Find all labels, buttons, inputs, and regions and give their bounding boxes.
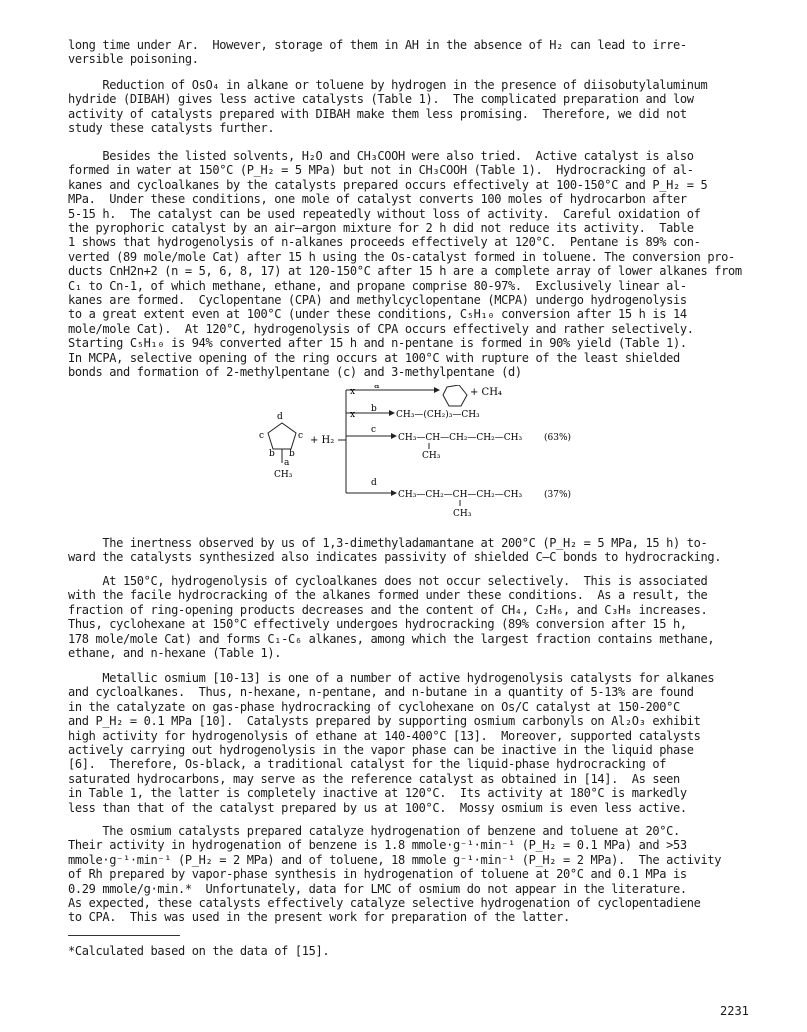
branch-b-x: x bbox=[350, 410, 356, 420]
branch-c-label: c bbox=[371, 425, 377, 435]
paragraph-3: Besides the listed solvents, H₂O and CH₃COOH were also tried. Active catalyst is also formed in water at 150°C (P_H₂ = 5 MPa) but not in CH₃COOH (Table 1). Hydrocracking of al- kanes and cycloalkanes by the catalysts prepared occurs effectively at 100-150°C and P_H₂ = 5 MPa. Under these conditions, one mole of catalyst converts 100 moles of hydrocarbon after 5-15 h. The catalyst can be used repeatedly without loss of activity. Careful oxidation of the pyrophoric catalyst by an air—argon mixture for 2 h did not reduce its activity. Table 1 shows that hydrogenolysis of n-alkanes proceeds effectively at 120°C. Pentane is 89% con- verted (89 mole/mole Cat) after 15 h using the Os-catalyst formed in toluene. The conversion pro- ducts CnH2n+2 (n = 5, 6, 8, 17) at 120-150°C after 15 h are a complete array of lower alkanes from C₁ to Cn-1, of which methane, ethane, and propane comprise 80-97%. Exclusively linear al- kanes are formed. Cyclopentane (CPA) and methylcyclopentane (MCPA) undergo hydrogenolysis to a great extent even at 100°C (under these conditions, C₅H₁₀ conversion after 15 h is 14 mole/mole Cat). At 120°C, hydrogenolysis of CPA occurs effectively and rather selectively. Starting C₅H₁₀ is 94% converted after 15 h and n-pentane is formed in 90% yield (Table 1). In MCPA, selective opening of the ring occurs at 100°C with rupture of the least shielded bonds and formation of 2-methylpentane (c) and 3-methylpentane (d) bbox=[68, 149, 742, 380]
branch-a-x: x bbox=[350, 387, 356, 397]
ring-label-c-left: c bbox=[259, 431, 265, 441]
ring-methyl: CH₃ bbox=[274, 470, 293, 480]
branch-c-methyl: CH₃ bbox=[422, 451, 441, 461]
ring-label-b-right: b bbox=[289, 449, 295, 459]
footnote: *Calculated based on the data of [15]. bbox=[68, 944, 330, 958]
reagent-h2: + H₂ bbox=[310, 435, 335, 446]
paragraph-7: The osmium catalysts prepared catalyze hydrogenation of benzene and toluene at 20°C. Their activity in hydrogenation of benzene is 1.8 mmole·g⁻¹·min⁻¹ (P_H₂ = 0.1 MPa) and >53 mmole·g⁻¹·min⁻¹ (P_H₂ = 2 MPa) and of toluene, 18 mmole g⁻¹·min⁻¹ (P_H₂ = 2 MPa). The activity of Rh prepared by vapor-phase synthesis in hydrogenation of toluene at 20°C and 0.1 MPa is 0.29 mmole/g·min.* Unfortunately, data for LMC of osmium do not appear in the literature. As expected, these catalysts effectively catalyze selective hydrogenation of cyclopentadiene to CPA. This was used in the present work for preparation of the latter. bbox=[68, 824, 722, 925]
paragraph-2: Reduction of OsO₄ in alkane or toluene by hydrogen in the presence of diisobutylaluminum hydride (DIBAH) gives less active catalysts (Table 1). The complicated preparation and low activity of catalysts prepared with DIBAH make them less promising. Therefore, we did not study these catalysts further. bbox=[68, 78, 708, 136]
branch-a-product: + CH₄ bbox=[470, 387, 502, 398]
branch-a-label: a bbox=[374, 385, 380, 391]
ring-label-a: a bbox=[284, 458, 290, 468]
paragraph-4: The inertness observed by us of 1,3-dimethyladamantane at 200°C (P_H₂ = 5 MPa, 15 h) to- ward the catalysts synthesized also indicates passivity of shielded C—C bonds to hydrocracking. bbox=[68, 536, 722, 565]
paragraph-6: Metallic osmium [10-13] is one of a number of active hydrogenolysis catalysts for alkanes and cycloalkanes. Thus, n-hexane, n-pentane, and n-butane in a quantity of 5-13% are found in the catalyzate on gas-phase hydrocracking of cyclohexane on Os/C catalyst at 150-200°C and P_H₂ = 0.1 MPa [10]. Catalysts prepared by supporting osmium carbonyls on Al₂O₃ exhibit high activity for hydrogenolysis of ethane at 140-400°C [13]. Moreover, supported catalysts actively carrying out hydrogenolysis in the vapor phase can be inactive in the liquid phase [6]. Therefore, Os-black, a traditional catalyst for the liquid-phase hydrocracking of saturated hydrocarbons, may serve as the reference catalyst as obtained in [14]. As seen in Table 1, the latter is completely inactive at 120°C. Its activity at 180°C is markedly less than that of the catalyst prepared by us at 100°C. Mossy osmium is even less active. bbox=[68, 671, 715, 815]
paragraph-1: long time under Ar. However, storage of them in AH in the absence of H₂ can lead to irre- versible poisoning. bbox=[68, 38, 687, 67]
branch-b-product: CH₃—(CH₂)₃—CH₃ bbox=[396, 410, 480, 420]
branch-d-product: CH₃—CH₂—CH—CH₂—CH₃ bbox=[398, 490, 523, 500]
ring-label-d: d bbox=[277, 412, 283, 422]
branch-d-label: d bbox=[371, 478, 377, 488]
branch-d-yield: (37%) bbox=[544, 490, 572, 500]
ring-label-b-left: b bbox=[269, 449, 275, 459]
paragraph-5: At 150°C, hydrogenolysis of cycloalkanes does not occur selectively. This is associated with the facile hydrocracking of the alkanes formed under these conditions. As a result, the fraction of ring-opening products decreases and the content of CH₄, C₂H₆, and C₃H₈ increases. Thus, cyclohexane at 150°C effectively undergoes hydrocracking (89% conversion after 15 h, 178 mole/mole Cat) and forms C₁-C₆ alkanes, among which the largest fraction contains methane, ethane, and n-hexane (Table 1). bbox=[68, 574, 715, 661]
ring-label-c-right: c bbox=[298, 431, 304, 441]
reaction-scheme-svg bbox=[226, 385, 586, 535]
reaction-scheme bbox=[226, 385, 586, 535]
footnote-rule bbox=[68, 935, 180, 936]
branch-b-label: b bbox=[371, 404, 377, 414]
branch-c-product: CH₃—CH—CH₂—CH₂—CH₃ bbox=[398, 433, 523, 443]
page-number: 2231 bbox=[720, 1004, 749, 1018]
branch-c-yield: (63%) bbox=[544, 433, 572, 443]
branch-d-methyl: CH₃ bbox=[453, 509, 472, 519]
